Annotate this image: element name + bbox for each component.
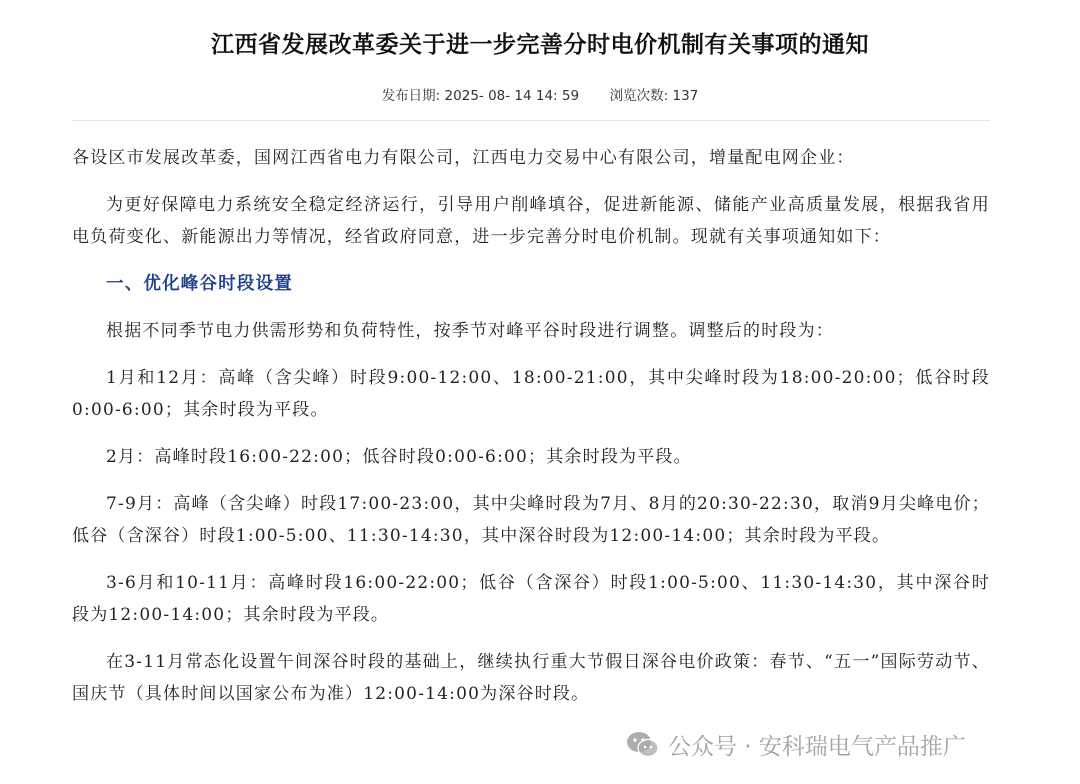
period-paragraph-jan-dec: 1月和12月：高峰（含尖峰）时段9:00-12:00、18:00-21:00，其中尖峰时段为18:00-20:00；低谷时段0:00-6:00；其余时段为平段。 [72, 368, 990, 420]
view-count-value: 137 [672, 88, 699, 104]
section-lead-paragraph: 根据不同季节电力供需形势和负荷特性，按季节对峰平谷时段进行调整。调整后的时段为： [106, 321, 834, 341]
period-paragraph-jul-sep: 7-9月：高峰（含尖峰）时段17:00-23:00，其中尖峰时段为7月、8月的20:30-22:30，取消9月尖峰电价；低谷（含深谷）时段1:00-5:00、11:30-14:30，其中深谷时段为12:00-14:00；其余时段为平段。 [72, 494, 990, 546]
publish-date-label: 发布日期: [381, 88, 441, 104]
salutation: 各设区市发展改革委，国网江西省电力有限公司，江西电力交易中心有限公司，增量配电网企业： [72, 148, 855, 168]
section-heading: 一、优化峰谷时段设置 [106, 274, 293, 294]
watermark [626, 728, 966, 761]
article-title: 江西省发展改革委关于进一步完善分时电价机制有关事项的通知 [211, 32, 869, 58]
period-paragraph-mar-jun-oct-nov: 3-6月和10-11月：高峰时段16:00-22:00；低谷（含深谷）时段1:00-5:00、11:30-14:30，其中深谷时段为12:00-14:00；其余时段为平段。 [72, 573, 990, 625]
article-body [72, 142, 990, 725]
header-divider [72, 120, 990, 121]
wechat-icon [626, 731, 660, 759]
publish-date-value: 2025- 08- 14 14: 59 [444, 88, 580, 104]
intro-paragraph: 为更好保障电力系统安全稳定经济运行，引导用户削峰填谷，促进新能源、储能产业高质量发展，根据我省用电负荷变化、新能源出力等情况，经省政府同意，进一步完善分时电价机制。现就有关事项通知如下： [72, 195, 990, 247]
view-count-label: 浏览次数: [609, 88, 669, 104]
watermark-text: 公众号 · 安科瑞电气产品推广 [668, 734, 966, 760]
holiday-paragraph: 在3-11月常态化设置午间深谷时段的基础上，继续执行重大节假日深谷电价政策：春节、“五一”国际劳动节、国庆节（具体时间以国家公布为准）12:00-14:00为深谷时段。 [72, 652, 990, 704]
article-meta [0, 84, 1080, 104]
period-paragraph-feb: 2月：高峰时段16:00-22:00；低谷时段0:00-6:00；其余时段为平段。 [106, 447, 692, 467]
